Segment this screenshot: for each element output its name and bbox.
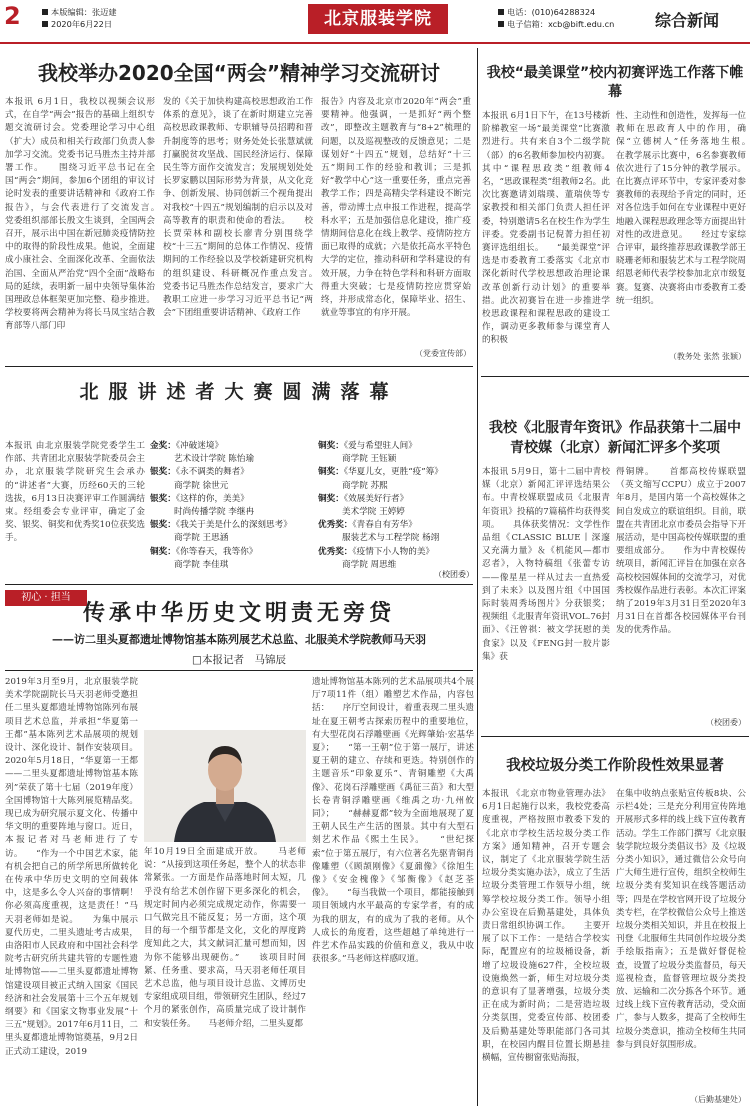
award-author: 时尚传播学院 李继冉: [174, 507, 255, 518]
editor-info: [42, 6, 117, 30]
header-rule: [0, 42, 750, 44]
byline: （教务处 张然 张颖）: [668, 352, 746, 361]
award-author: 商学院 苏熙: [342, 480, 388, 491]
byline: （校团委）: [706, 718, 746, 727]
column-divider: [477, 48, 478, 1106]
article-column: 本报讯 6月1日下午，在13号楼新阶梯教室一场“最美课堂”比赛激烈进行。共有来自3个二级学院（部）的6名教师参加校内初赛。其中“课程思政类”组教师4名，“思政课程类”组教师2名。此次比赛邀请刘瑞璞、董瑞侠等专家教授和相关部门负责人担任评委，特别邀请5名在校生作为学生评委。党委副书记倪菁力担任初赛评选组组长。 “最美课堂”评选是市委教育工委落实《北京市深化新时代学校思想政治理论课改革创新行动计划》的重要举措。此次初赛旨在进一步推进学校思政课程和课程思政的建设工作，调动更多教师参与课堂育人的积极: [482, 111, 610, 346]
page-number: 2: [4, 2, 21, 30]
award-work: 《爱与希望驻人间》: [343, 441, 417, 451]
award-work: 《这样的你，美美》: [175, 493, 249, 504]
award-work: 《冲破迷境》: [175, 441, 224, 451]
award-entry: [318, 519, 476, 545]
bullet-icon: [42, 21, 48, 27]
article-column: 本报讯 6月1日，我校以视频会议形式，在自学“两会”报告的基础上组织专题交流研讨会。党委理论学习中心组（扩大）成员和相关行政部门负责人参加学习交流。党委书记马胜杰主持并部署工作。 围绕习近平总书记在全国“两会”期间，参加6个团组的审议讨论时发表的重要讲话精神和《政府工作报告》，与会代表进行了交流发言。 党委组织部部长殷文生谈到，全国两会召开，展示出中国在新冠肺炎疫情防控中的取得的阶段性成果。他说，全面建成小康社会、全面深化改革、全面依法治国、全面从严治党“四个全面”战略布局的延续，表明新一届中央领导集体治国理政总体框架更加完整、稳步推进。学校要将两会精神为将长马凤宝结合教育部等八部门印: [5, 97, 155, 332]
section-name: 综合新闻: [655, 11, 720, 30]
award-work: 《华夏儿女，更胜“疫”筹》: [343, 467, 443, 478]
contest-intro: 本报讯 由北京服装学院党委学生工作部、共青团北京服装学院委员会主办，北京服装学院研究生会承办的“讲述者”大赛，历经60天的三轮选拔，6月13日决赛评审工作圆满结束。经组委会专业评审，确定了金奖、银奖、铜奖和优秀奖10位获奖选手。: [5, 441, 145, 544]
divider: [481, 376, 749, 377]
award-entry: [150, 546, 315, 572]
interview-subtitle: ——访二里头夏都遗址博物馆基本陈列展艺术总监、北服美术学院教师马天羽: [52, 633, 426, 646]
award-level: 银奖：: [150, 493, 176, 504]
award-level: 金奖：: [150, 441, 176, 451]
headline-interview: 传承中华历史文明责无旁贷: [82, 601, 395, 626]
award-list-right: [318, 440, 476, 580]
article-column: 本报讯 5月9日，第十二届中青校媒（北京）新闻汇评评选结果公布。中青校媒联盟成员《北服青年资讯》投稿的7篇稿件均获得奖项。 具体获奖情况：文学性作品组《CLASSIC BLUE丨深邃又充满力量》＆《机能风—都市忍者》，入物特稿组《张蕾专访——像星星一样从过去一直热爱到了未来》以及图片组《中国国际时装周秀场图片》分获银奖；视频组《北服青年资讯VOL.76封面》、《汪曾祺：被文学抚慰的美食家》以及《FENG封一胶片影集》获: [482, 467, 610, 662]
award-entry: [150, 493, 315, 519]
byline: （后勤基建处）: [690, 1095, 746, 1104]
award-list-left: [150, 440, 315, 580]
award-work: 《青春自有芳华》: [352, 520, 417, 531]
article-column: 遗址博物馆基本陈列的艺术品展项共4个展厅7项11件（组）雕塑艺术作品，内容包括： 序厅空间设计，着重表现二里头遗址在夏王朝考古探索历程中的重要地位，有大型花岗石浮雕壁画《光辉肇始·宏基华夏》； “第一王朝”位于第一展厅，讲述夏王朝的建立、存续和更迭。特别创作的主题音乐“印象夏乐”、青铜雕塑《大禹像》、花岗石浮雕壁画《禹征三苗》和大型长卷青铜浮雕壁画《维禹之功·九州攸同》； “赫赫夏都”较为全面地展现了夏王朝人民生产生活的图景。其中有大型石刻艺术作品《熙土生民》。 “世纪探索”位于第五展厅，有六位著名先驱青铜肖像雕塑（《顾颉刚像》《夏鼐像》《徐旭生像》《安金槐像》《邹衡像》《赵芝荃像》。 “每当我做一个项目，都能接触到项目领域内水平最高的专家学者，有的成为我的朋友，有的成为了我的老师。从个人成长的角度看，这些超越了单纯进行一件艺术作品实践的价值和意义，我从中收获很多。”马老师这样感叹道。: [312, 677, 474, 965]
masthead: 北京服装学院: [308, 4, 448, 34]
award-author: 商学院 李佳琪: [174, 559, 229, 570]
award-author: 服装艺术与工程学院 杨翊: [342, 533, 440, 544]
award-author: 艺术设计学院 陈怡瑜: [174, 454, 255, 465]
award-level: 优秀奖：: [318, 546, 353, 557]
editor-name: 本版编辑：张迈建: [51, 7, 117, 17]
divider: [481, 736, 749, 737]
award-entry: [318, 440, 476, 466]
award-work: 《你等春天，我等你》: [175, 546, 258, 557]
headline-youth-news: 我校《北服青年资讯》作品获第十二届中青校媒（北京）新闻汇评多个奖项: [489, 420, 741, 456]
article-column: 在集中收纳点张贴宣传板8块、公示栏4处；三是充分利用宣传阵地开展形式多样的线上线下宣传教育活动。学生工作部门撰写《北京服装学院垃圾分类倡议书》及《垃圾分类小知识》，通过微信公众号向广大师生进行宣传，组织全校师生垃圾分类有奖知识在线答题活动等；四是在学校官网开设了垃圾分类专栏，在学校微信公众号上推送垃圾分类相关知识，并且在校报上刊登《北服师生共同创作垃圾分类手绘版指南》；五是做好督促检查，设置了垃圾分类监督员，每天巡视检查，监督管理垃圾分类投放、运输和二次分拣各个环节。通过线上线下宣传教育活动，受众面广，参与人数多，提高了全校师生垃圾分类意识，推动全校师生共同参与到良好氛围形成。: [616, 789, 746, 1050]
award-author: 商学院 王思涵: [174, 533, 229, 544]
email: 电子信箱：xcb@bift.edu.cn: [507, 19, 615, 29]
headline-best-classroom: 我校“最美课堂”校内初赛评选工作落下帷幕: [486, 65, 744, 100]
phone: 电话：(010)64288324: [507, 7, 596, 17]
portrait-illustration: [144, 730, 306, 842]
award-author: 商学院 周思维: [342, 559, 397, 570]
award-author: 商学院 徐世元: [174, 480, 229, 491]
issue-date: 2020年6月22日: [51, 19, 113, 29]
award-level: 铜奖：: [318, 493, 344, 504]
article-column: 发的《关于加快构建高校思想政治工作体系的意见》，谈了在新时期建立完善高校思政课教师、专职辅导员招聘和晋升制度等的思考；财务处处长张慧斌就打赢脱贫攻坚战、国民经济运行、保障民生等方面作交流发言；发展规划处处长罗家鹏以国际形势为背景，从文化竞争、创新发展、协同创新三个视角提出对我校“十四五”规划编制的启示以及对高等教育的职责和使命的看法。 校长贾荣林和副校长廖青分别围绕学校“十三五”期间的总体工作情况、疫情期间的工作经验以及学校新建研究机构的组织建设、科研概况作重点发言。 党委书记马胜杰作总结发言，要求广大教职工应进一步学习习近平总书记“两会”下团组重要讲话精神、《政府工作: [163, 97, 313, 319]
award-level: 银奖：: [150, 520, 176, 531]
article-column-top: [144, 676, 306, 728]
headline-garbage-sorting: 我校垃圾分类工作阶段性效果显著: [506, 758, 724, 774]
award-entry: [318, 466, 476, 492]
article-column: 性、主动性和创造性，发挥每一位教师在思政育人中的作用，确保“立德树人”任务落地生根。 在教学展示比赛中，6名参赛教师依次进行了15分钟的教学展示。在比赛点评环节中，专家评委对参赛教师的表现给予肯定的同时，还对各位选手如何在专业课程中更好地融入课程思政理念等方面提出针对性的改进意见。 经过专家综合评审，最终推荐思政课教学部王晓珊老师和服装艺术与工程学院周绍恩老师代表学校参加北京市级复赛。复赛、决赛将由市委教育工委统一组织。: [616, 111, 746, 306]
bullet-icon: [498, 21, 504, 27]
award-level: 银奖：: [150, 467, 176, 478]
portrait-photo: [144, 730, 306, 842]
byline: （校团委）: [434, 570, 474, 579]
headline-narrator-contest: 北服讲述者大赛圆满落幕: [79, 381, 399, 403]
award-entry: [150, 519, 315, 545]
divider: [5, 584, 473, 585]
award-work: 《我关于美是什么的深刻思考》: [175, 520, 292, 531]
article-column: 得铜牌。 首都高校传媒联盟（英文缩写CCPU）成立于2007年8月，是国内第一个高校媒体之间自发成立的联谊组织。目前，联盟在共青团北京市委员会指导下开展活动，是中国高校传媒联盟的重要组成部分。 作为中青校媒传统项目，新闻汇评旨在加强在京各高校校园媒体间的交流学习，对优秀校媒作品进行表彰。本次汇评案纳了2019年3月31日至2020年3月31日在首都各校园媒体平台刊发的优秀作品。: [616, 467, 746, 636]
award-work: 《效展美好行者》: [343, 493, 409, 504]
award-level: 优秀奖：: [318, 520, 353, 531]
column-tag: 初心 · 担当: [5, 590, 87, 606]
award-level: 铜奖：: [318, 467, 344, 478]
award-entry: [150, 466, 315, 492]
award-author: 美术学院 王婷婷: [342, 507, 405, 518]
byline: （党委宣传部）: [415, 349, 471, 358]
article-column: 年10月19日全面建成开放。 马老师说：“从接到这项任务起，整个人的状态非常紧张。一方面是作品落地时间太短，几乎没有给艺术创作留下更多深化的机会，规定时间内必须完成规定动作，你需要一口气做完且不能反复；另一方面，这个项目的每一个细节都是文化，文化的厚度跨度知此之大，其文献词汇量可想而知，因为你不能够出现硬伤。” 该项目时间紧、任务重、要求高，马天羽老师任项目艺术总监，他与项目设计总监、文博历史专家组成项目组，带领研究生团队，经过7个月的紧张创作，高质量完成了设计制作和安装任务。 马老师介绍，二里头夏都: [144, 847, 306, 1029]
divider: [5, 366, 473, 367]
award-entry: [150, 440, 315, 466]
award-work: 《疫情下小人物的美》: [352, 546, 435, 557]
contact-info: [498, 6, 614, 30]
article-column: 本报讯 《北京市物业管理办法》6月1日起施行以来，我校党委高度重视，严格按照市教委下发的《北京市学校生活垃圾分类工作方案》通知精神，召开专题会议，制定了《北京服装学院生活垃圾分类实施办法》，成立了生活垃圾分类管理工作领导小组，统筹学校垃圾分类工作。领导小组办公室设在后勤基建处，具体负责日常组织协调工作。 主要开展了以下工作：一是结合学校实际，配置应有的垃圾桶设备，新增了垃圾设施627件，全校垃圾设施焕然一新，师生对垃圾分类的意识有了显著增强，垃圾分类正在成为新时尚；二是营造垃圾分类氛围，党委宣传部、校团委及后勤基建处等职能部门各司其职，在校园内醒目位置长期悬挂横幅，宣传橱窗张贴海报，: [482, 789, 610, 1064]
reporter-byline: □本报记者 马锦辰: [192, 654, 286, 666]
award-work: 《永不调类的舞者》: [175, 467, 249, 478]
bullet-icon: [498, 9, 504, 15]
award-author: 商学院 王钰颖: [342, 454, 397, 465]
award-entry: [318, 493, 476, 519]
article-column: 2019年3月至9月，北京服装学院美术学院副院长马天羽老师受邀担任二里头夏都遗址博物馆陈列布展项目艺术总监，并承担“华夏第一王都”基本陈列艺术品展项的规划设计、深化设计、制作安装项目。2020年5月18日，“华夏第一王都——二里头夏都遗址博物馆基本陈列”荣获了第十七届（2019年度）全国博物馆十大陈列展览精品奖。现已成为研究展示夏文化、传播中华文明的重要阵地与窗口。近日，本报记者对马老师进行了专访。 “作为一个中国艺术家，能有机会把自己的所学所思所做转化在传承中华历史文明的空间载体中，这是多么令人兴奋的事情啊！你必须高度重视，这是责任！”马天羽老师如是说。 为集中展示夏代历史，二里头遗址考古成果，由洛阳市人民政府和中国社会科学院考古研究所共建共管的专题性遗址博物馆——二里头夏都遗址博物馆建设项目被正式纳入国家《国民经济和社会发展第十三个五年规划纲要》和《国家文物事业发展“十三五”规划》。2017年6月11日，二里头夏都遗址博物馆奠基，9月2日正式动工建设，2019: [5, 677, 138, 1057]
headline-two-sessions: 我校举办2020全国“两会”精神学习交流研讨: [38, 61, 440, 85]
award-level: 铜奖：: [150, 546, 176, 557]
bullet-icon: [42, 9, 48, 15]
divider: [5, 670, 473, 671]
award-level: 铜奖：: [318, 441, 344, 451]
article-column: 报告》内容及北京市2020年“两会”重要精神。他强调，一是抓好“两个整改”，即整改主题教育与“8+2”梳理的问题，以及巡视整改的反馈意见；二是谋划好“十四五”规划，总结好“十三五”期间工作的经验和教训；三是抓好“教学中心”这一重要任务，重点完善教学工作；四是高精尖学科建设不断完善，带动博士点申报工作进程，提高学科水平；五是加强信息化建设，推广疫情期间信息化在线上教学、疫情防控方面已取得的成就；六是依托高水平特色大学的定位，推动科研和学科建设的有效开展，力争在特色学科和科研方面取得重大突破；七是疫情防控应贯穿始终，并形成常态化，保障毕业、招生、就业等事宜的有序开展。: [321, 97, 471, 319]
